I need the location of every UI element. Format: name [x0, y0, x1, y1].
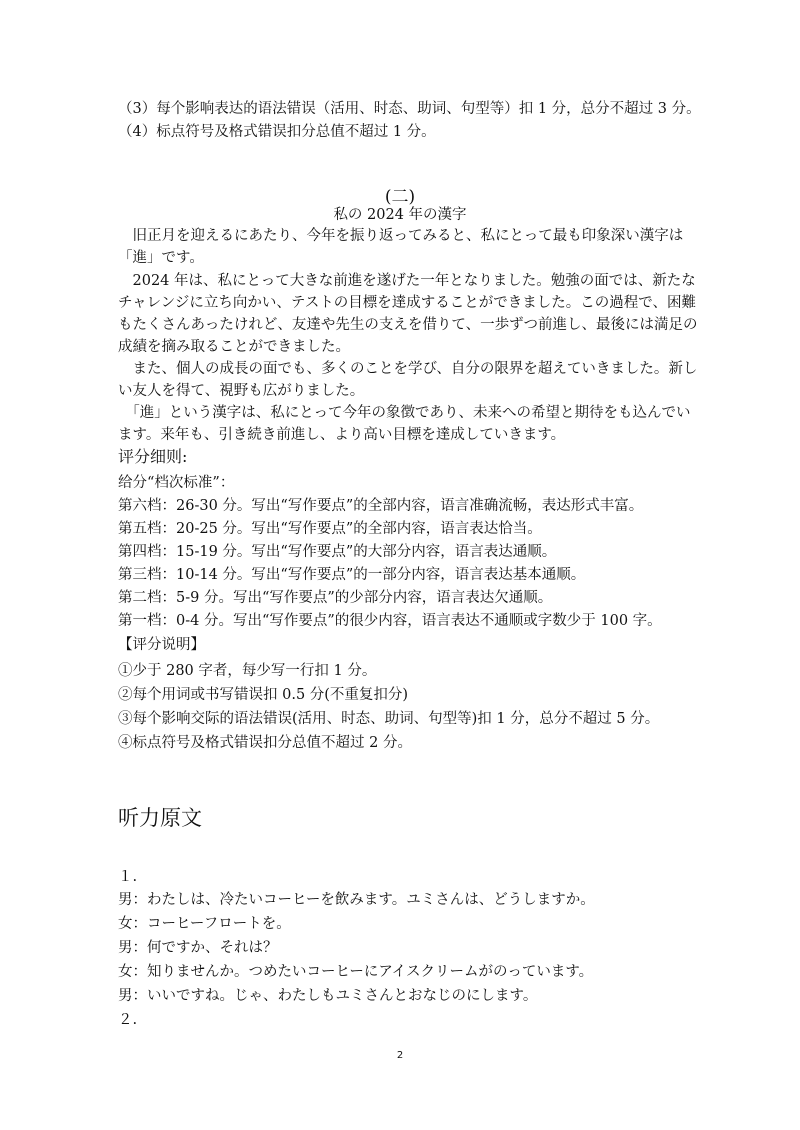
scoring-rule-4: （4）标点符号及格式错误扣分总值不超过 1 分。 — [118, 124, 436, 140]
essay-line: また、個人の成長の面でも、多くのことを学び、自分の限界を超えていきました。新し — [118, 361, 698, 377]
grading-note: ④标点符号及格式错误扣分总值不超过 2 分。 — [118, 735, 412, 751]
essay-line: ます。来年も、引き続き前進し、より高い目標を達成していきます。 — [118, 427, 566, 443]
dialogue-line: 男：何ですか、それは？ — [118, 940, 278, 956]
grading-level: 第三档：10-14 分。写出“写作要点”的一部分内容，语言表达基本通顺。 — [118, 567, 586, 583]
essay-title: 私の 2024 年の漢字 — [333, 207, 467, 223]
grading-level: 第二档：5-9 分。写出“写作要点”的少部分内容，语言表达欠通顺。 — [118, 590, 553, 606]
grading-level: 第六档：26-30 分。写出“写作要点”的全部内容，语言准确流畅，表达形式丰富。 — [118, 498, 644, 514]
scoring-rule-3: （3）每个影响表达的语法错误（活用、时态、助词、句型等）扣 1 分，总分不超过 3 分。 — [118, 101, 701, 117]
item-label: ２. — [118, 1012, 138, 1028]
notes-heading: 【评分说明】 — [118, 637, 205, 653]
essay-line: い友人を得て、視野も広がりました。 — [118, 383, 365, 399]
grading-level: 第五档：20-25 分。写出“写作要点”的全部内容，语言表达恰当。 — [118, 521, 542, 537]
grading-note: ②每个用词或书写错误扣 0.5 分(不重复扣分) — [118, 687, 409, 703]
dialogue-line: 男：いいですね。じゃ、わたしもユミさんとおなじのにします。 — [118, 988, 538, 1004]
item-label: １. — [118, 869, 138, 885]
dialogue-line: 男：わたしは、冷たいコーヒーを飲みます。ユミさんは、どうしますか。 — [118, 892, 595, 908]
grading-intro: 给分“档次标准”： — [118, 475, 235, 491]
dialogue-line: 女：コーヒーフロートを。 — [118, 916, 291, 932]
grading-note: ③每个影响交际的语法错误(活用、时态、助词、句型等)扣 1 分，总分不超过 5 分。 — [118, 711, 660, 727]
section-heading: (二) — [384, 187, 416, 207]
page-number: 2 — [396, 1050, 404, 1061]
essay-line: 成績を摘み取ることができました。 — [118, 339, 350, 355]
essay-line: もたくさんあったけれど、友達や先生の支えを借りて、一歩ずつ前進し、最後には満足の — [118, 317, 698, 333]
essay-line: 旧正月を迎えるにあたり、今年を振り返ってみると、私にとって最も印象深い漢字は — [118, 228, 684, 244]
listening-heading: 听力原文 — [118, 806, 202, 830]
grading-level: 第四档：15-19 分。写出“写作要点”的大部分内容，语言表达通顺。 — [118, 544, 557, 560]
dialogue-line: 女：知りませんか。つめたいコーヒーにアイスクリームがのっています。 — [118, 964, 594, 980]
essay-line: 「進」です。 — [118, 250, 204, 266]
grading-heading: 评分细则: — [118, 447, 188, 466]
essay-line: チャレンジに立ち向かい、テストの目標を達成することができました。この過程で、困難 — [118, 295, 696, 311]
grading-note: ①少于 280 字者，每少写一行扣 1 分。 — [118, 663, 377, 679]
grading-level: 第一档：0-4 分。写出“写作要点”的很少内容，语言表达不通顺或字数少于 100 字。 — [118, 613, 662, 629]
essay-line: 「進」という漢字は、私にとって今年の象徴であり、未来への希望と期待をも込んでい — [118, 405, 691, 421]
essay-line: 2024 年は、私にとって大きな前進を遂げた一年となりました。勉強の面では、新たな — [118, 273, 696, 289]
